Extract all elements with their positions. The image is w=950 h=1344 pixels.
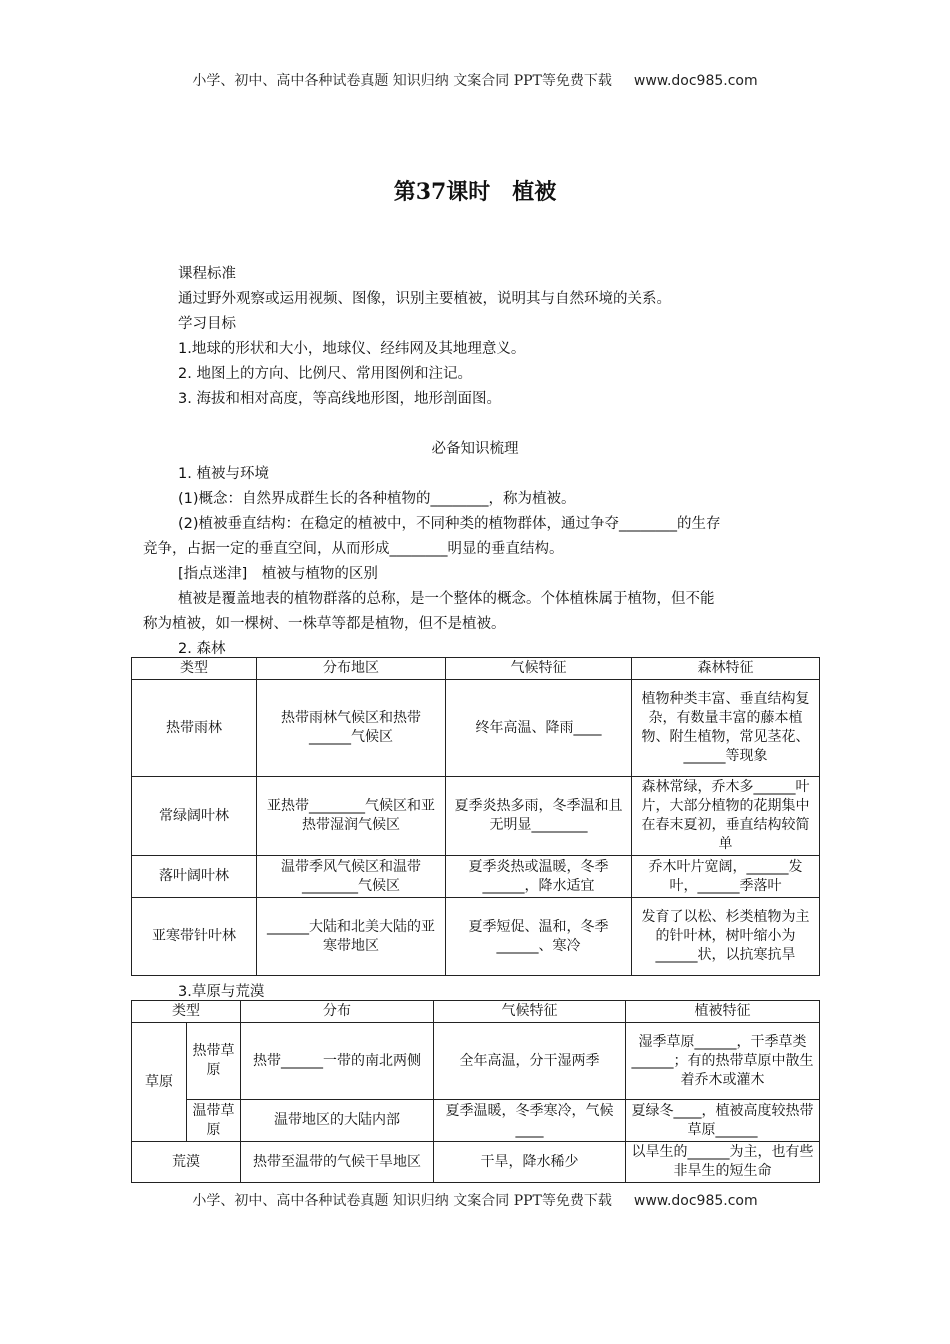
table-cell: 以旱生的______为主，也有些非旱生的短生命 (626, 1142, 820, 1183)
table-cell: 发育了以松、杉类植物为主的针叶林，树叶缩小为______状，以抗寒抗旱 (632, 898, 820, 976)
table-cell: 热带雨林气候区和热带______气候区 (257, 680, 446, 777)
table-cell: 亚热带________气候区和亚热带湿润气候区 (257, 777, 446, 856)
table-cell: ______大陆和北美大陆的亚寒带地区 (257, 898, 446, 976)
table-row (132, 1100, 820, 1142)
table-cell: 热带______一带的南北两侧 (241, 1023, 434, 1100)
structure-text-1: (2)植被垂直结构：在稳定的植被中，不同种类的植物群体，通过争夺________的生存 (178, 516, 721, 532)
page-header (0, 70, 950, 90)
forest-header-region: 分布地区 (257, 658, 446, 680)
subsection-3-heading: 3.草原与荒漠 (178, 984, 265, 1000)
subsection-2-heading: 2. 森林 (178, 641, 226, 657)
grass-header-climate: 气候特征 (434, 1001, 626, 1023)
table-row (132, 680, 820, 777)
table-cell: 夏季炎热多雨，冬季温和且无明显________ (446, 777, 632, 856)
footer-site[interactable]: www.doc985.com (633, 1193, 758, 1209)
table-cell: 落叶阔叶林 (132, 856, 257, 898)
table-cell: 植物种类丰富、垂直结构复杂，有数量丰富的藤本植物、附生植物，常见茎花、______等现象 (632, 680, 820, 777)
concept-text: (1)概念：自然界成群生长的各种植物的________，称为植被。 (178, 491, 576, 507)
forest-header-feature: 森林特征 (632, 658, 820, 680)
table-cell: 全年高温，分干湿两季 (434, 1023, 626, 1100)
structure-text-2: 竞争，占据一定的垂直空间，从而形成________明显的垂直结构。 (143, 541, 564, 557)
table-cell: 温带地区的大陆内部 (241, 1100, 434, 1142)
table-cell: 温带季风气候区和温带________气候区 (257, 856, 446, 898)
tip-text-2: 称为植被，如一棵树、一株草等都是植物，但不是植被。 (143, 616, 506, 632)
course-standard-text: 通过野外观察或运用视频、图像，识别主要植被，说明其与自然环境的关系。 (178, 291, 671, 307)
table-cell: 常绿阔叶林 (132, 777, 257, 856)
forest-header-climate: 气候特征 (446, 658, 632, 680)
forest-header-row (132, 658, 820, 680)
header-site[interactable]: www.doc985.com (633, 73, 758, 89)
table-cell: 热带雨林 (132, 680, 257, 777)
page-title: 第37课时 植被 (393, 179, 557, 205)
grass-header-type: 类型 (132, 1001, 241, 1023)
table-cell: 夏绿冬____，植被高度较热带草原______ (626, 1100, 820, 1142)
grassland-group-cell: 草原 (132, 1023, 187, 1142)
table-cell: 热带草原 (187, 1023, 241, 1100)
header-text: 小学、初中、高中各种试卷真题 知识归纳 文案合同 PPT等免费下载 (192, 73, 612, 89)
section-heading: 必备知识梳理 (431, 441, 519, 457)
goal-item-3: 3. 海拔和相对高度，等高线地形图，地形剖面图。 (178, 391, 501, 407)
table-cell: 温带草原 (187, 1100, 241, 1142)
goal-item-1: 1.地球的形状和大小，地球仪、经纬网及其地理意义。 (178, 341, 526, 357)
table-row (132, 856, 820, 898)
table-row (132, 1142, 820, 1183)
course-standard-heading: 课程标准 (178, 266, 236, 282)
learning-goal-heading: 学习目标 (178, 316, 236, 332)
grass-header-feature: 植被特征 (626, 1001, 820, 1023)
goal-item-2: 2. 地图上的方向、比例尺、常用图例和注记。 (178, 366, 472, 382)
table-cell: 夏季炎热或温暖，冬季______，降水适宜 (446, 856, 632, 898)
footer-text: 小学、初中、高中各种试卷真题 知识归纳 文案合同 PPT等免费下载 (192, 1193, 612, 1209)
table-cell: 干旱，降水稀少 (434, 1142, 626, 1183)
tip-heading: [指点迷津] 植被与植物的区别 (178, 566, 378, 582)
subsection-1-heading: 1. 植被与环境 (178, 466, 269, 482)
grassland-table (131, 1000, 820, 1183)
table-cell: 森林常绿，乔木多______叶片，大部分植物的花期集中在春末夏初，垂直结构较简单 (632, 777, 820, 856)
table-row (132, 898, 820, 976)
table-cell: 乔木叶片宽阔，______发叶，______季落叶 (632, 856, 820, 898)
forest-header-type: 类型 (132, 658, 257, 680)
table-cell: 终年高温、降雨____ (446, 680, 632, 777)
table-cell: 夏季短促、温和，冬季______、寒冷 (446, 898, 632, 976)
table-row (132, 777, 820, 856)
table-cell: 热带至温带的气候干旱地区 (241, 1142, 434, 1183)
grass-header-distribution: 分布 (241, 1001, 434, 1023)
table-row (132, 1023, 820, 1100)
grass-header-row (132, 1001, 820, 1023)
page-footer (0, 1190, 950, 1210)
table-cell: 亚寒带针叶林 (132, 898, 257, 976)
table-cell: 夏季温暖，冬季寒冷，气候____ (434, 1100, 626, 1142)
tip-text-1: 植被是覆盖地表的植物群落的总称，是一个整体的概念。个体植株属于植物，但不能 (178, 591, 715, 607)
table-cell: 湿季草原______，干季草类______；有的热带草原中散生着乔木或灌木 (626, 1023, 820, 1100)
forest-table (131, 657, 820, 976)
table-cell: 荒漠 (132, 1142, 241, 1183)
